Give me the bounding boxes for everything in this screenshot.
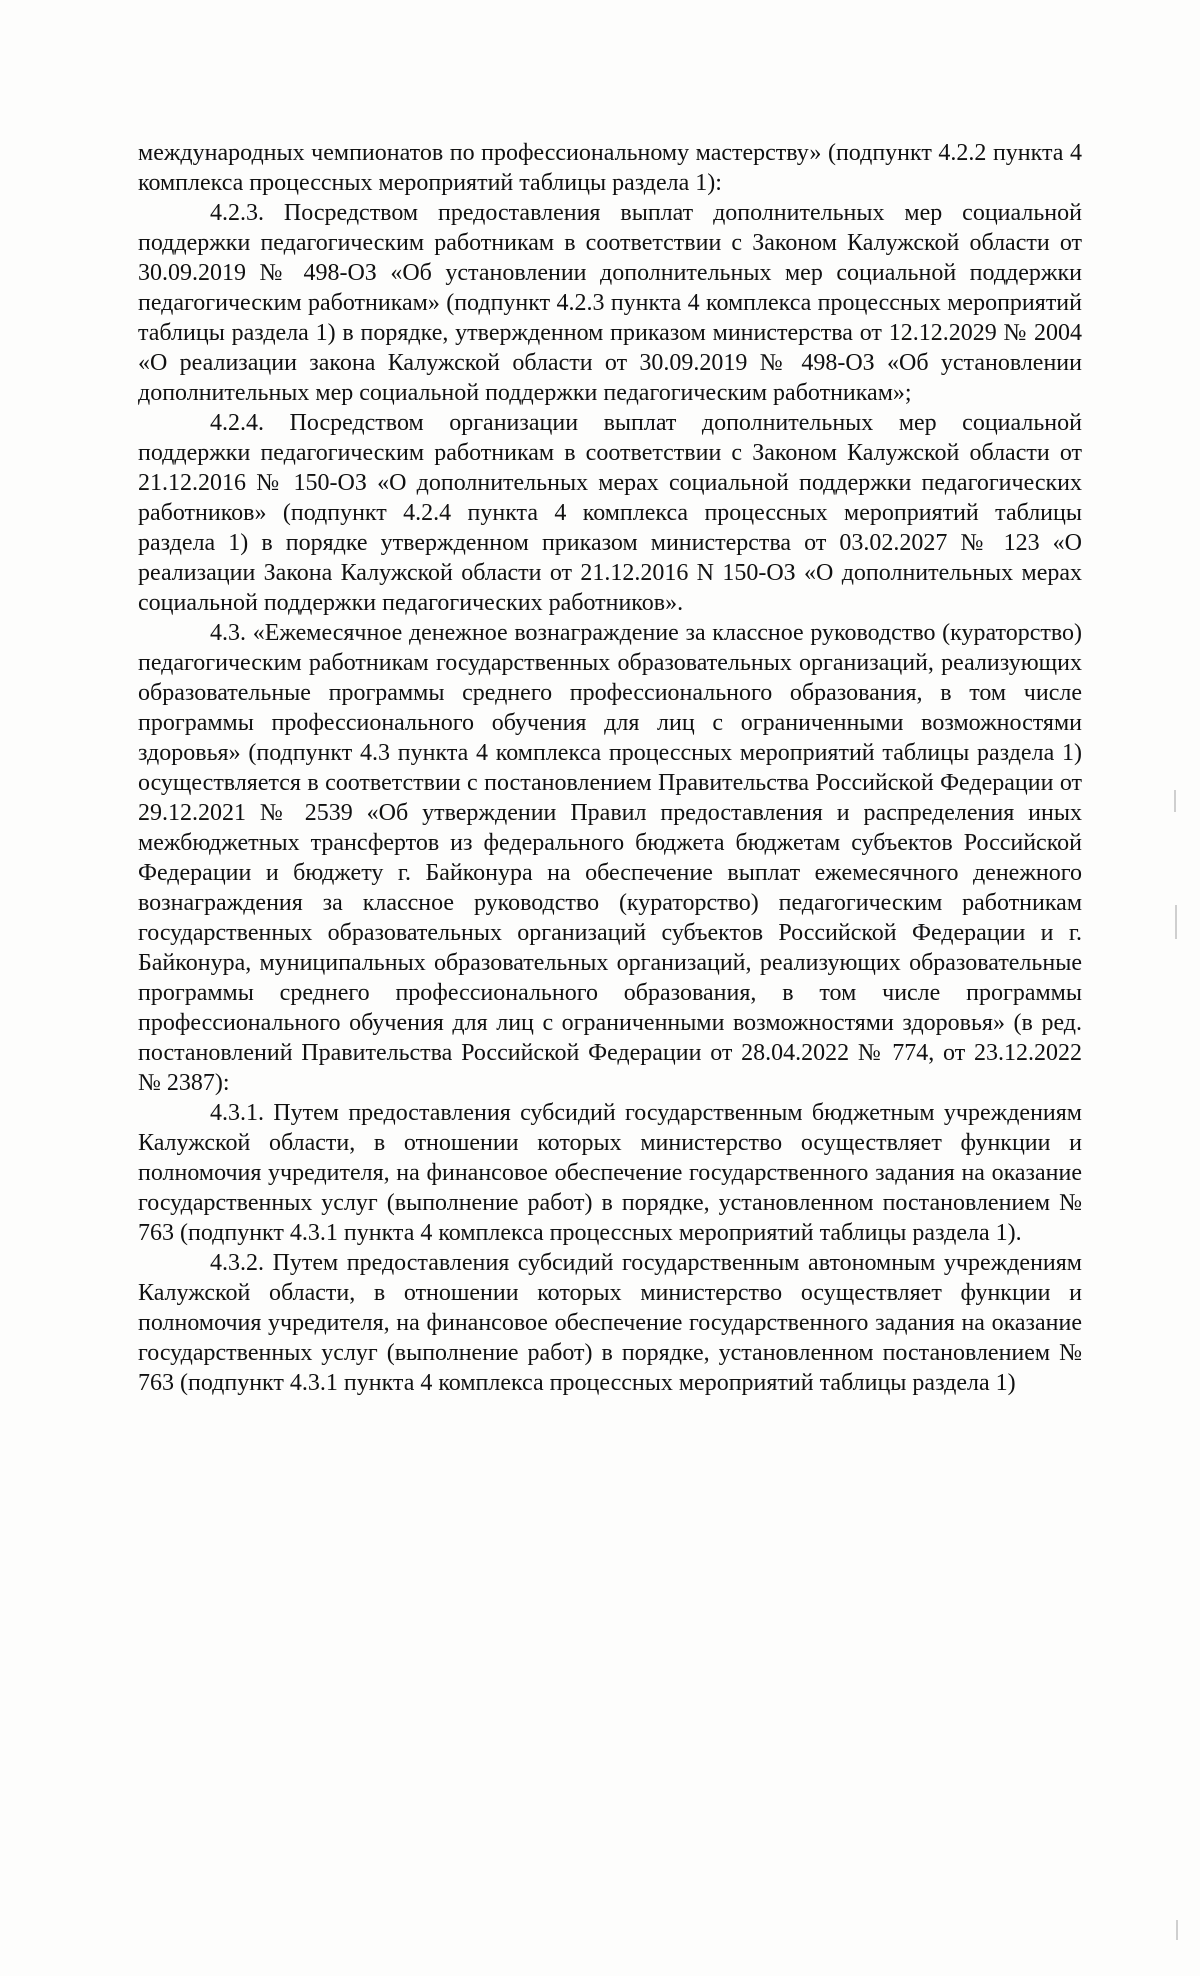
- paragraph-4-3-2: 4.3.2. Путем предоставления субсидий государственным автономным учреждениям Калужской области, в отношении которых министерство осуществляет функции и полномочия учредителя, на финансовое обеспечение государственного задания на оказание государственных услуг (выполнение работ) в порядке, установленном постановлением № 763 (подпункт 4.3.1 пункта 4 комплекса процессных мероприятий таблицы раздела 1): [138, 1250, 1082, 1396]
- paragraph-4-3: 4.3. «Ежемесячное денежное вознаграждение за классное руководство (кураторство) педагогическим работникам государственных образовательных организаций, реализующих образовательные программы среднего профессионального образования, в том числе программы профессионального обучения для лиц с ограниченными возможностями здоровья» (подпункт 4.3 пункта 4 комплекса процессных мероприятий таблицы раздела 1) осуществляется в соответствии с постановлением Правительства Российской Федерации от 29.12.2021 № 2539 «Об утверждении Правил предоставления и распределения иных межбюджетных трансфертов из федерального бюджета бюджетам субъектов Российской Федерации и бюджету г. Байконура на обеспечение выплат ежемесячного денежного вознаграждения за классное руководство (кураторство) педагогическим работникам государственных образовательных организаций субъектов Российской Федерации и г. Байконура, муниципальных образовательных организаций, реализующих образовательные программы среднего профессионального образования, в том числе программы профессионального обучения для лиц с ограниченными возможностями здоровья» (в ред. постановлений Правительства Российской Федерации от 28.04.2022 № 774, от 23.12.2022 № 2387):: [138, 620, 1082, 1096]
- paragraph-4-3-1: 4.3.1. Путем предоставления субсидий государственным бюджетным учреждениям Калужской области, в отношении которых министерство осуществляет функции и полномочия учредителя, на финансовое обеспечение государственного задания на оказание государственных услуг (выполнение работ) в порядке, установленном постановлением № 763 (подпункт 4.3.1 пункта 4 комплекса процессных мероприятий таблицы раздела 1).: [138, 1100, 1082, 1246]
- scan-artifact-mark: [1175, 905, 1177, 939]
- scan-artifact-mark: [1174, 790, 1176, 812]
- paragraph-continuation-4-2-2: международных чемпионатов по профессиональному мастерству» (подпункт 4.2.2 пункта 4 комплекса процессных мероприятий таблицы раздела 1):: [138, 140, 1082, 196]
- paragraph-4-2-3: 4.2.3. Посредством предоставления выплат дополнительных мер социальной поддержки педагогическим работникам в соответствии с Законом Калужской области от 30.09.2019 № 498-ОЗ «Об установлении дополнительных мер социальной поддержки педагогическим работникам» (подпункт 4.2.3 пункта 4 комплекса процессных мероприятий таблицы раздела 1) в порядке, утвержденном приказом министерства от 12.12.2029 № 2004 «О реализации закона Калужской области от 30.09.2019 № 498-ОЗ «Об установлении дополнительных мер социальной поддержки педагогическим работникам»;: [138, 200, 1082, 406]
- scan-artifact-mark: [1176, 1920, 1178, 1940]
- document-body: [138, 138, 1082, 1398]
- paragraph-4-2-4: 4.2.4. Посредством организации выплат дополнительных мер социальной поддержки педагогическим работникам в соответствии с Законом Калужской области от 21.12.2016 № 150-ОЗ «О дополнительных мерах социальной поддержки педагогических работников» (подпункт 4.2.4 пункта 4 комплекса процессных мероприятий таблицы раздела 1) в порядке утвержденном приказом министерства от 03.02.2027 № 123 «О реализации Закона Калужской области от 21.12.2016 N 150-ОЗ «О дополнительных мерах социальной поддержки педагогических работников».: [138, 410, 1082, 616]
